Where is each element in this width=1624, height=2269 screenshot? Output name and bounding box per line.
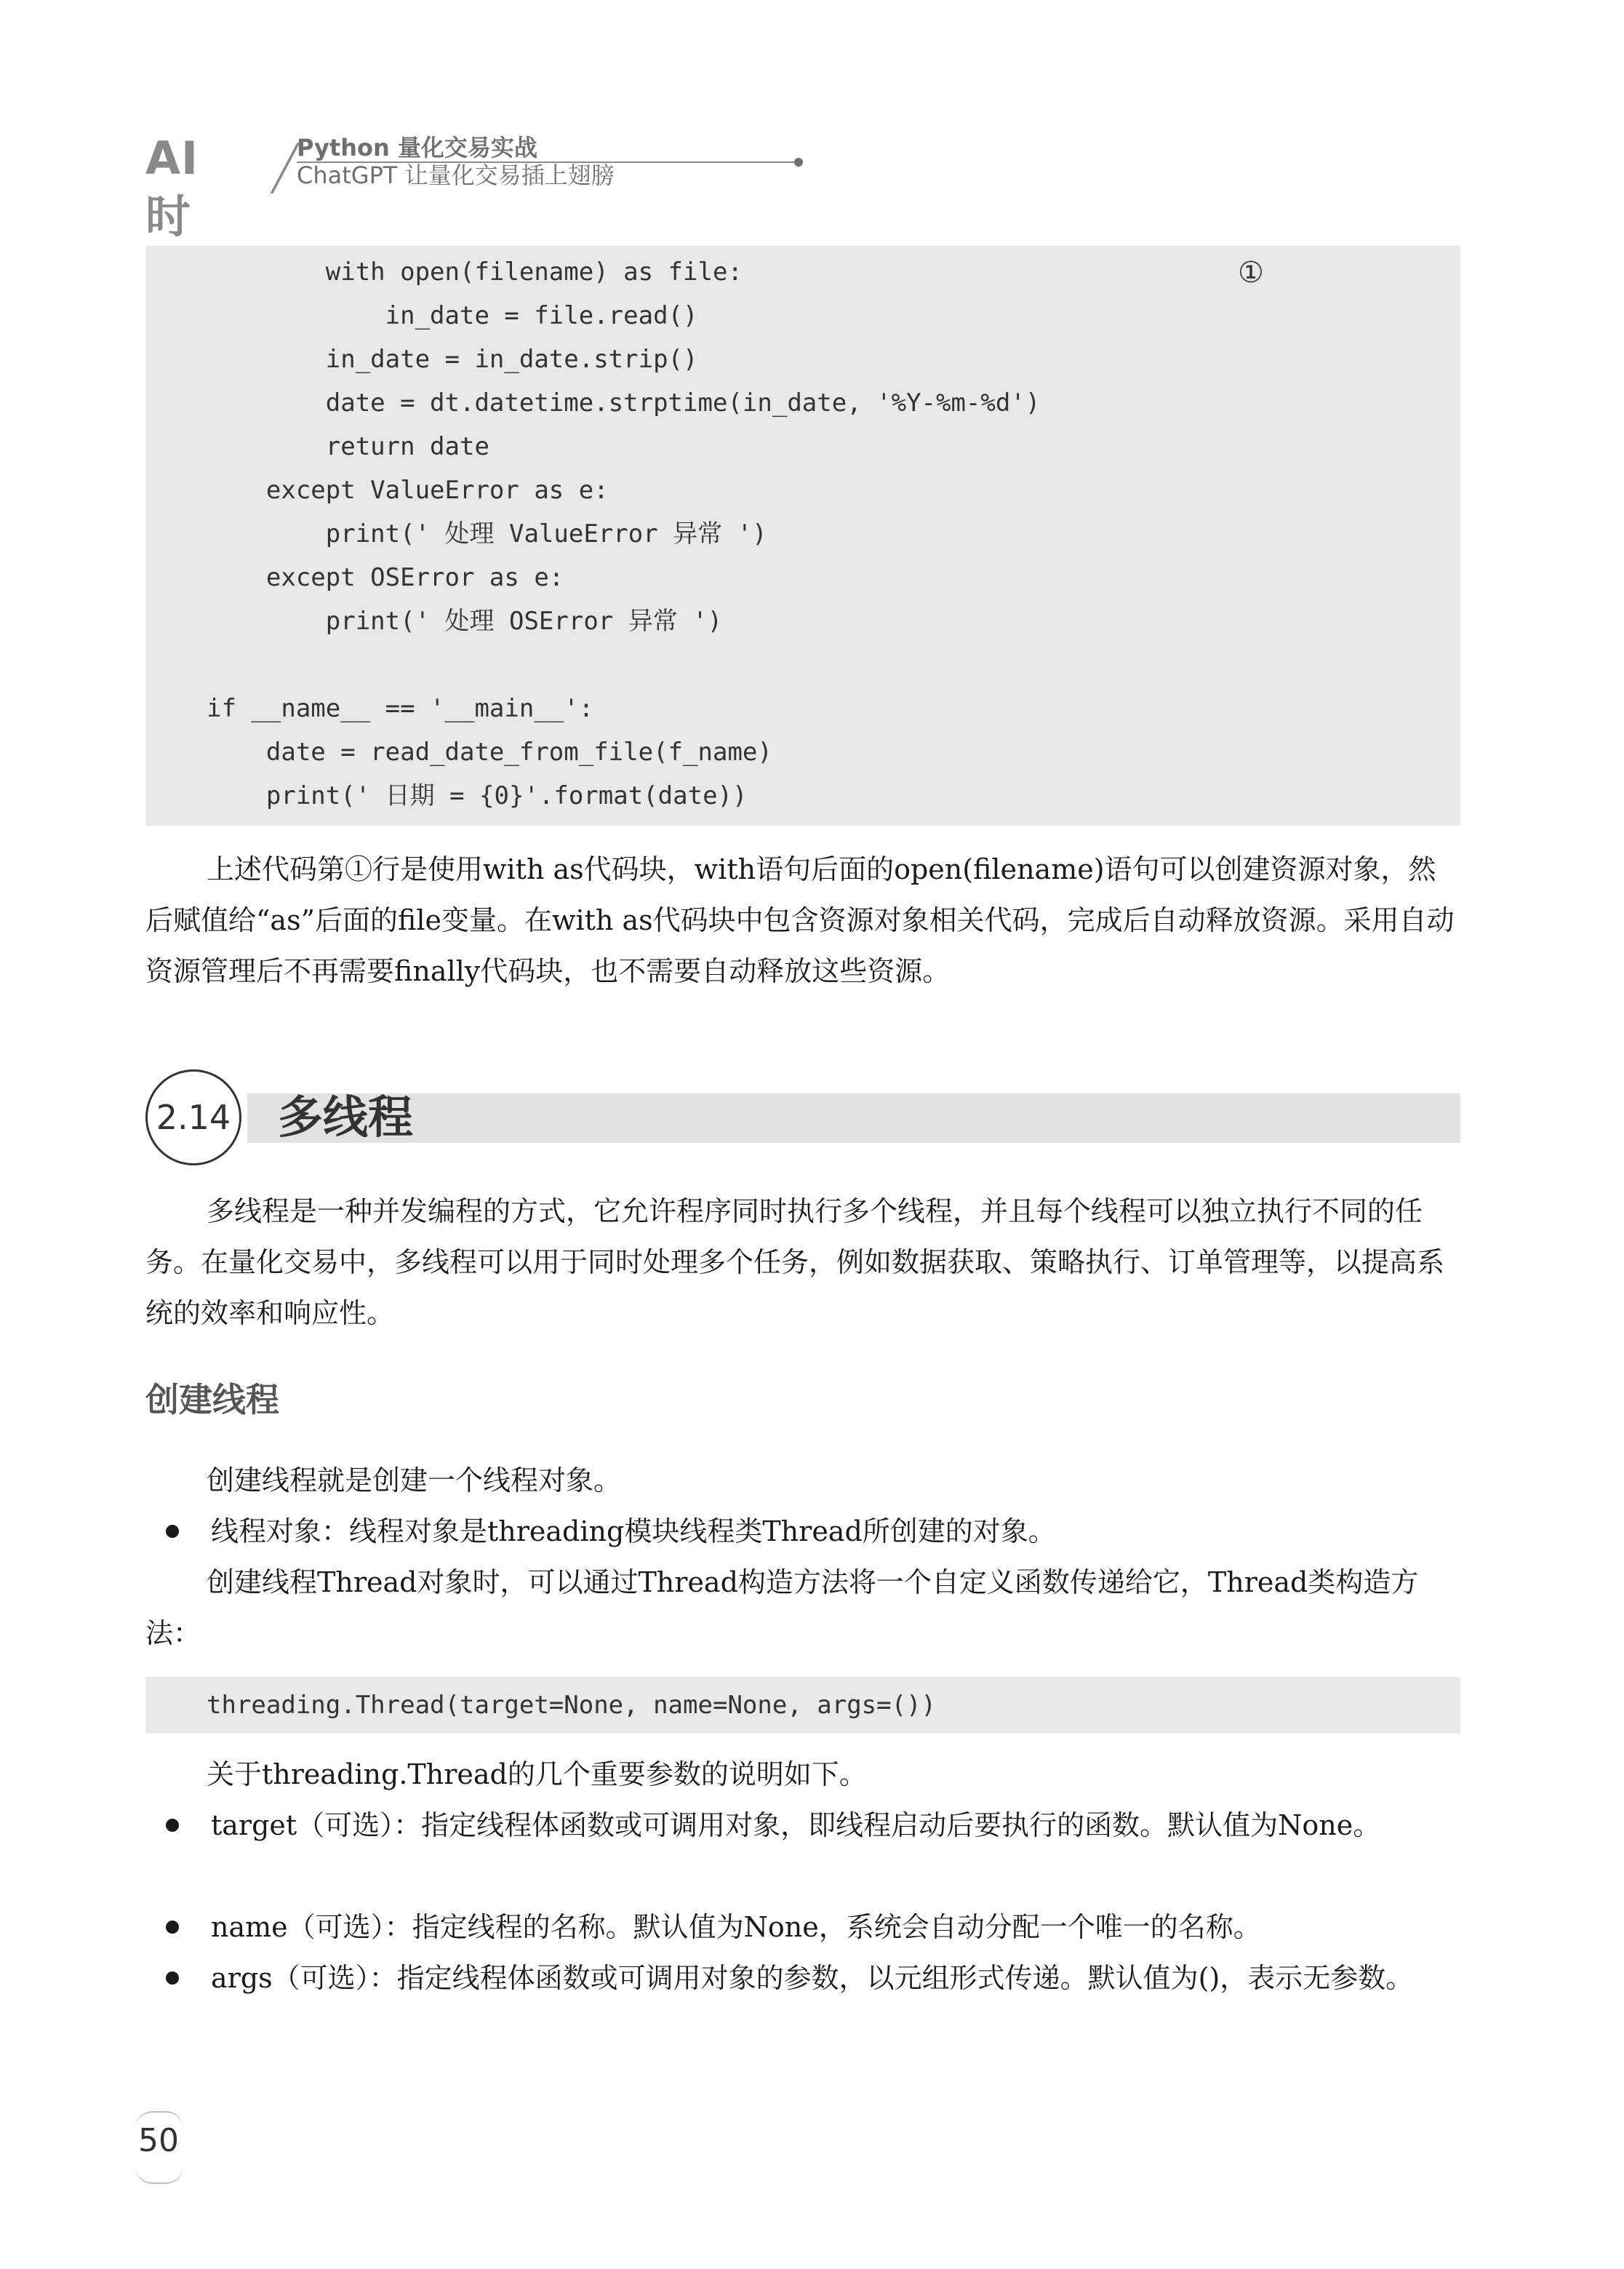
bullet-item (211, 1506, 1460, 1557)
paragraph-with-as (145, 844, 1460, 997)
code-block-1 (145, 246, 1460, 826)
bullet-dot (166, 1525, 179, 1538)
section-number: 2.14 (145, 1069, 241, 1165)
bullet-item-name (211, 1902, 1460, 1953)
book-subtitle: ChatGPT 让量化交易插上翅膀 (297, 161, 615, 189)
header-dot (794, 158, 803, 167)
bullet-text: name（可选）：指定线程的名称。默认值为None，系统会自动分配一个唯一的名称。 (211, 1911, 1261, 1943)
paragraph-text: 多线程是一种并发编程的方式，它允许程序同时执行多个线程，并且每个线程可以独立执行不同的任务。在量化交易中，多线程可以用于同时处理多个任务，例如数据获取、策略执行、订单管理等，以提高系统的效率和响应性。 (145, 1195, 1445, 1329)
code-block-2 (145, 1677, 1460, 1734)
code-line-marker: ① (1238, 256, 1264, 290)
code-line: in_date = file.read() (207, 301, 698, 330)
bullet-dot (166, 1819, 179, 1832)
bullet-item-args (211, 1953, 1460, 2003)
paragraph-params-intro (145, 1749, 1460, 1800)
bullet-text: 线程对象：线程对象是threading模块线程类Thread所创建的对象。 (211, 1515, 1056, 1547)
code-line: in_date = in_date.strip() (207, 345, 698, 374)
page-number: 50 (138, 2122, 179, 2159)
code-line: threading.Thread(target=None, name=None, args=()) (207, 1691, 937, 1720)
code-line: except ValueError as e: (207, 476, 609, 505)
paragraph-thread-constructor (145, 1557, 1460, 1659)
paragraph-text: 创建线程Thread对象时，可以通过Thread构造方法将一个自定义函数传递给它，Thread类构造方法： (145, 1566, 1419, 1649)
code-line: print(' 日期 = {0}'.format(date)) (207, 781, 748, 810)
section-heading-bar (247, 1093, 1460, 1143)
paragraph-text: 创建线程就是创建一个线程对象。 (207, 1464, 622, 1496)
code-line: return date (207, 432, 489, 461)
paragraph-create-thread (145, 1455, 1460, 1506)
header-slash (270, 143, 300, 194)
subheading-create-thread: 创建线程 (145, 1380, 279, 1419)
code-line: date = read_date_from_file(f_name) (207, 738, 772, 767)
bullet-dot (166, 1971, 179, 1985)
bullet-item-target (211, 1800, 1460, 1851)
code-line: with open(filename) as file: (207, 258, 743, 287)
section-title: 多线程 (278, 1090, 414, 1144)
code-line: date = dt.datetime.strptime(in_date, '%Y-%m-%d') (207, 388, 1041, 418)
code-line: print(' 处理 OSError 异常 ') (207, 607, 723, 636)
page-number-ornament-bottom (135, 2166, 183, 2184)
paragraph-text: 关于threading.Thread的几个重要参数的说明如下。 (207, 1758, 867, 1790)
bullet-text: target（可选）：指定线程体函数或可调用对象，即线程启动后要执行的函数。默认值为None。 (211, 1809, 1381, 1841)
paragraph-multithreading (145, 1186, 1460, 1339)
brand-logo: AI时 (145, 132, 199, 243)
code-line: except OSError as e: (207, 563, 564, 592)
code-line: if __name__ == '__main__': (207, 694, 594, 723)
bullet-dot (166, 1921, 179, 1934)
paragraph-text: 上述代码第①行是使用with as代码块，with语句后面的open(filename)语句可以创建资源对象，然后赋值给“as”后面的file变量。在with as代码块中包含资源对象相关代码，完成后自动释放资源。采用自动资源管理后不再需要finally代码块，也不需要自动释放这些资源。 (145, 853, 1455, 987)
code-line: print(' 处理 ValueError 异常 ') (207, 519, 767, 549)
bullet-text: args（可选）：指定线程体函数或可调用对象的参数，以元组形式传递。默认值为()，表示无参数。 (211, 1962, 1414, 1994)
book-title: Python 量化交易实战 (297, 134, 537, 161)
